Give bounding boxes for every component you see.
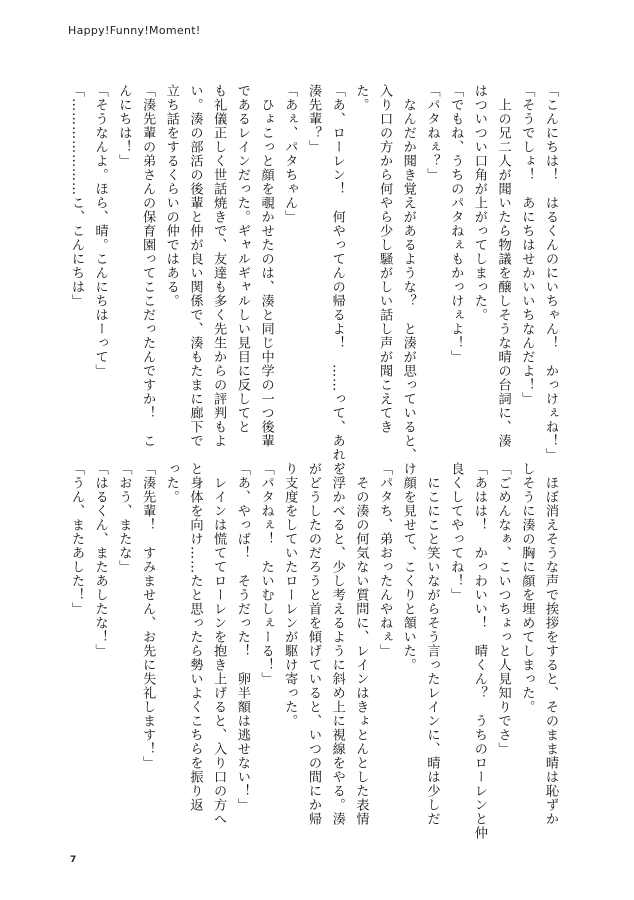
text-line: も礼儀正しく世話焼きで、友達も多く先生からの評判もよ	[211, 84, 227, 448]
text-line: 「うん、またあした！」	[68, 462, 84, 616]
text-line: 「あ、ローレン！ 何やってんの帰るよ！ ……って、あれ、	[329, 84, 345, 476]
text-line: 「でもね、うちのパタねぇもかっけぇよ！」	[448, 84, 464, 364]
text-line: と身体を向け……たと思ったら勢いよくこちらを振り返	[187, 462, 203, 812]
text-line: ひょこっと顔を覗かせたのは、湊と同じ中学の一つ後輩	[258, 84, 274, 448]
text-line: 立ち話をするくらいの仲ではある。	[163, 84, 179, 308]
text-line: 「湊先輩の弟さんの保育園ってここだったんですか！ こ	[140, 84, 156, 448]
text-line: ほぼ消えそうな声で挨拶をすると、そのまま晴は恥ずか	[543, 462, 558, 826]
text-line: 「あ、やっば！ そうだった！ 卵半額は逃せない！」	[234, 462, 250, 812]
text-line: であるレインだった。ギャルギャルしい見目に反してと	[234, 84, 250, 434]
text-line: け顔を見せて、こくりと頷いた。	[400, 462, 416, 672]
text-block-bottom	[68, 462, 562, 840]
text-line: その湊の何気ない質問に、レインはきょとんとした表情	[353, 462, 369, 826]
text-line: はついつい口角が上がってしまった。	[471, 84, 487, 322]
text-line: 「あぇ、パタちゃん」	[282, 84, 298, 224]
text-line: い。湊の部活の後輩と仲が良い関係で、湊もたまに廊下で	[187, 84, 203, 448]
text-line: にこにこと笑いながらそう言ったレインに、晴は少しだ	[424, 462, 440, 826]
text-line: 湊先輩？」	[305, 84, 321, 154]
text-line: た。	[353, 84, 369, 112]
text-line: 「パタねぇ？」	[424, 84, 440, 182]
text-line: 「…………………こ、こんにちは」	[68, 84, 84, 308]
page-number: 7	[70, 855, 77, 865]
text-line: 「そうなんよ。ほら、晴。こんにちはーって」	[92, 84, 108, 378]
text-line: 「そうでしょ！ あにちはせかいいちなんだよ！」	[519, 84, 535, 406]
text-line: 「湊先輩！ すみません、お先に失礼します！」	[140, 462, 156, 770]
text-line: った。	[163, 462, 179, 504]
text-line: 「こんにちは！ はるくんのにいちゃん！ かっけぇね！」	[543, 84, 558, 462]
text-line: 入り口の方から何やら少し騒がしい話し声が聞こえてき	[377, 84, 393, 434]
text-line: を浮かべると、少し考えるように斜め上に視線をやる。湊	[329, 462, 345, 826]
running-header: Happy!Funny!Moment!	[68, 24, 201, 37]
text-line: 「パタねぇ！ たいむしぇーる！」	[258, 462, 274, 686]
text-line: なんだか聞き覚えがあるような？ と湊が思っていると、	[400, 84, 416, 462]
text-line: 「おう、またな」	[116, 462, 132, 574]
text-line: 良くしてやってね！」	[448, 462, 464, 602]
text-line: 「あはは！ かっわいい！ 晴くん？ うちのローレンと仲	[471, 462, 487, 840]
text-line: 「パタち、弟おったんやねぇ」	[377, 462, 393, 658]
text-line: 「ごめんなぁ、こいつちょっと人見知りでさ」	[495, 462, 511, 756]
text-line: 上の兄二人が聞いたら物議を醸しそうな晴の台詞に、湊	[495, 84, 511, 448]
text-line: しそうに湊の胸に顔を埋めてしまった。	[519, 462, 535, 714]
text-line: 「はるくん、またあしたな！」	[92, 462, 108, 658]
text-block-top	[68, 84, 562, 476]
text-line: り支度をしていたローレンが駆け寄った。	[282, 462, 298, 728]
text-line: がどうしたのだろうと首を傾げていると、いつの間にか帰	[305, 462, 321, 826]
text-line: レインは慌ててローレンを抱き上げると、入り口の方へ	[211, 462, 227, 826]
text-line: んにちは！」	[116, 84, 132, 168]
